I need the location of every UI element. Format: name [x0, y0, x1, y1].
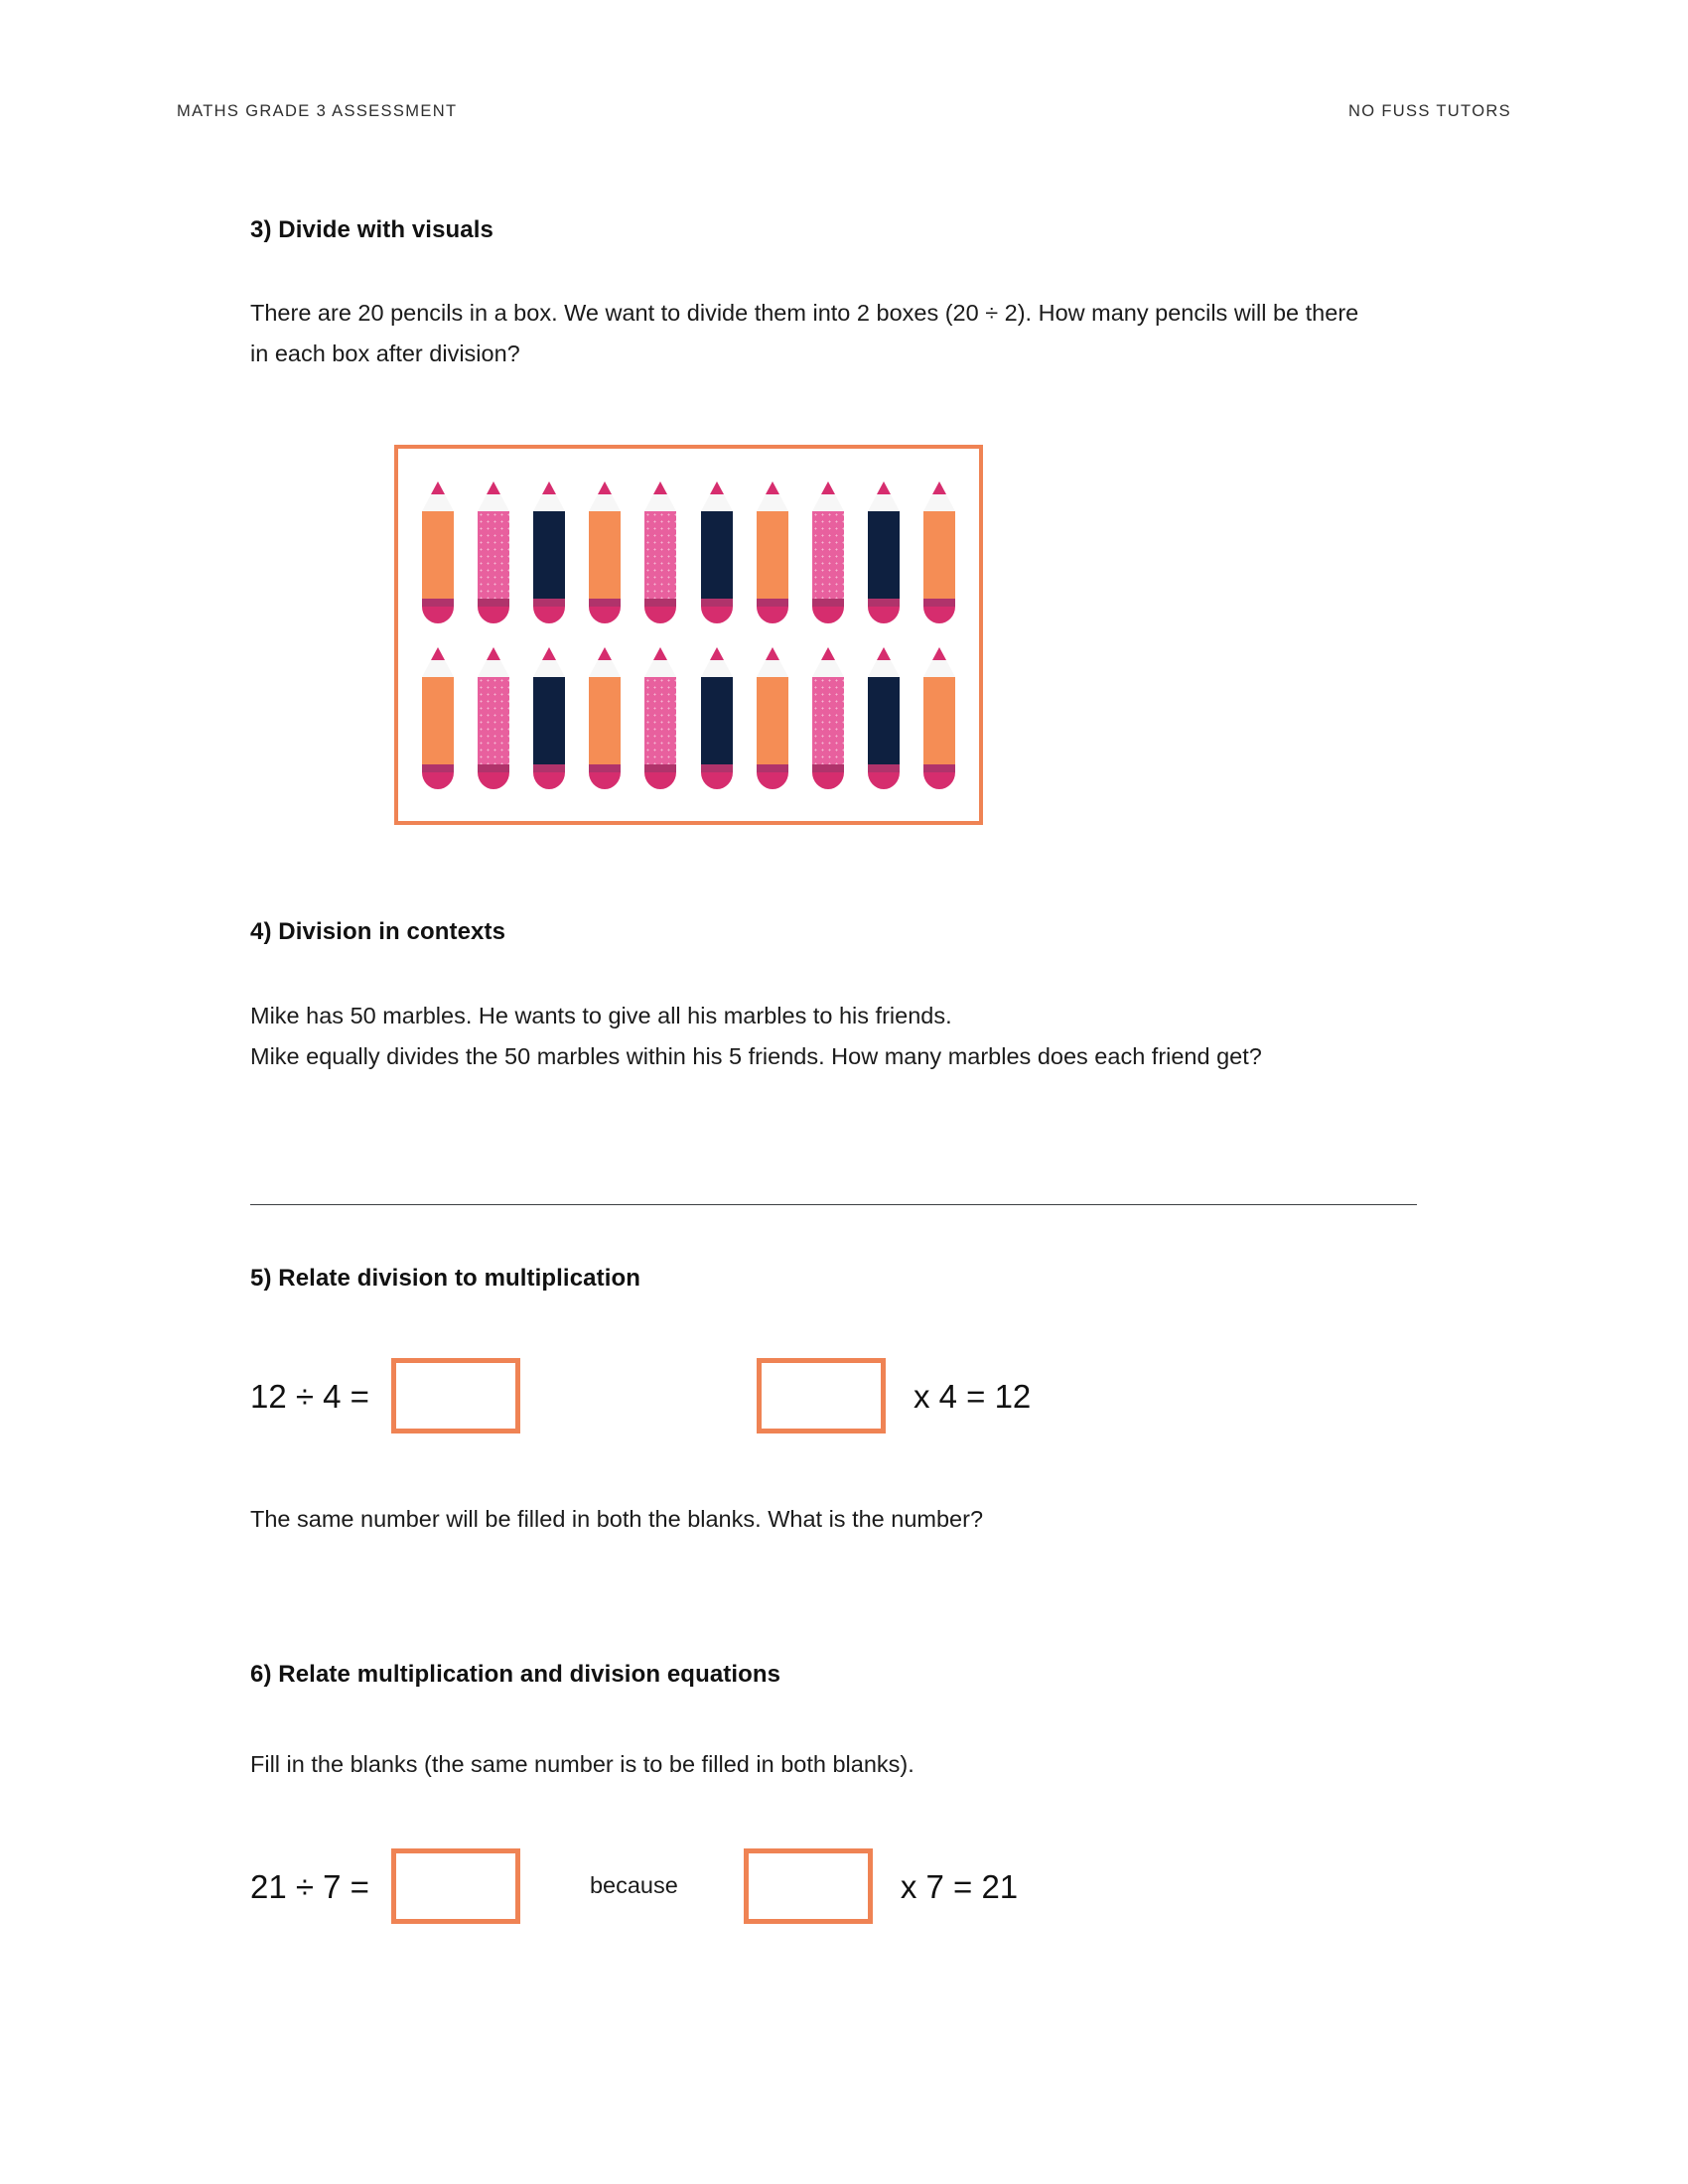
pencil-icon — [589, 481, 621, 623]
pencil-ferrule — [533, 764, 565, 772]
running-header — [177, 102, 1511, 121]
pencil-body — [812, 511, 844, 599]
pencil-ferrule — [868, 599, 900, 607]
pencil-icon — [644, 481, 676, 623]
pencil-icon — [422, 481, 454, 623]
pencil-eraser — [868, 772, 900, 789]
pencil-icon — [923, 647, 955, 789]
pencil-icon — [868, 481, 900, 623]
pencil-eraser — [812, 772, 844, 789]
pencil-ferrule — [644, 764, 676, 772]
pencil-body — [923, 677, 955, 764]
pencil-eraser — [644, 607, 676, 623]
pencil-eraser — [589, 772, 621, 789]
pencil-eraser — [478, 607, 509, 623]
question-6-note: Fill in the blanks (the same number is to be filled in both blanks). — [250, 1751, 914, 1777]
question-6-answer-box-1[interactable] — [391, 1848, 520, 1924]
pencil-eraser — [533, 772, 565, 789]
pencil-ferrule — [701, 764, 733, 772]
header-title-left: MATHS GRADE 3 ASSESSMENT — [177, 102, 458, 120]
pencil-tip-icon — [923, 647, 955, 677]
pencil-eraser — [923, 772, 955, 789]
pencil-lead-tip — [766, 481, 779, 494]
pencil-tip-icon — [923, 481, 955, 511]
pencil-tip-icon — [589, 647, 621, 677]
pencil-body — [701, 511, 733, 599]
question-5-answer-box-1[interactable] — [391, 1358, 520, 1433]
question-3-body: There are 20 pencils in a box. We want to divide them into 2 boxes (20 ÷ 2). How many pencils will be there in each box after division? — [250, 300, 1359, 366]
pencil-body — [533, 511, 565, 599]
pencil-lead-tip — [542, 647, 556, 660]
question-5-heading: 5) Relate division to multiplication — [250, 1265, 640, 1292]
pencil-row — [422, 481, 955, 623]
header-title-right: NO FUSS TUTORS — [1347, 102, 1511, 120]
pencil-ferrule — [478, 599, 509, 607]
pencil-tip-icon — [701, 481, 733, 511]
pencil-body — [589, 511, 621, 599]
pencil-eraser — [422, 772, 454, 789]
pencil-eraser — [422, 607, 454, 623]
pencil-ferrule — [422, 764, 454, 772]
question-4-body-line-1: Mike has 50 marbles. He wants to give all his marbles to his friends. — [250, 1003, 952, 1028]
pencil-tip-icon — [757, 481, 788, 511]
pencil-eraser — [812, 607, 844, 623]
pencil-ferrule — [757, 764, 788, 772]
pencil-ferrule — [923, 599, 955, 607]
question-6-heading: 6) Relate multiplication and division equations — [250, 1661, 781, 1688]
pencil-tip-icon — [868, 481, 900, 511]
pencil-tip-icon — [589, 481, 621, 511]
pencil-lead-tip — [542, 481, 556, 494]
pencil-eraser — [701, 772, 733, 789]
section-divider — [250, 1204, 1417, 1205]
pencil-icon — [478, 647, 509, 789]
pencil-body — [644, 677, 676, 764]
pencil-ferrule — [478, 764, 509, 772]
question-5-equation-left: 12 ÷ 4 = — [250, 1377, 369, 1415]
question-5-note: The same number will be filled in both the blanks. What is the number? — [250, 1506, 984, 1532]
pencil-body — [478, 677, 509, 764]
pencil-body — [868, 677, 900, 764]
question-4-body — [250, 996, 1382, 1077]
pencil-tip-icon — [701, 647, 733, 677]
pencil-eraser — [923, 607, 955, 623]
pencil-frame — [394, 445, 983, 825]
pencil-tip-icon — [812, 647, 844, 677]
pencil-icon — [812, 481, 844, 623]
question-6-connector: because — [589, 1872, 678, 1899]
pencil-ferrule — [422, 599, 454, 607]
pencil-icon — [478, 481, 509, 623]
pencil-ferrule — [533, 599, 565, 607]
divider-line — [250, 1204, 1417, 1205]
pencil-lead-tip — [431, 481, 445, 494]
pencil-icon — [923, 481, 955, 623]
pencil-lead-tip — [653, 647, 667, 660]
pencil-tip-icon — [533, 481, 565, 511]
pencil-ferrule — [757, 599, 788, 607]
pencil-eraser — [478, 772, 509, 789]
pencil-body — [757, 677, 788, 764]
question-5-answer-box-2[interactable] — [757, 1358, 886, 1433]
pencil-ferrule — [589, 764, 621, 772]
pencil-body — [478, 511, 509, 599]
pencil-lead-tip — [431, 647, 445, 660]
pencil-icon — [422, 647, 454, 789]
pencil-icon — [644, 647, 676, 789]
question-6-equation-right: x 7 = 21 — [900, 1867, 1019, 1905]
pencil-body — [923, 511, 955, 599]
pencil-body — [812, 677, 844, 764]
pencil-ferrule — [644, 599, 676, 607]
pencil-lead-tip — [932, 481, 946, 494]
pencil-icon — [868, 647, 900, 789]
pencil-body — [757, 511, 788, 599]
pencil-tip-icon — [422, 647, 454, 677]
pencil-lead-tip — [653, 481, 667, 494]
pencil-lead-tip — [821, 647, 835, 660]
pencil-body — [868, 511, 900, 599]
pencil-ferrule — [701, 599, 733, 607]
pencil-lead-tip — [710, 647, 724, 660]
pencil-body — [422, 511, 454, 599]
pencil-row — [422, 647, 955, 789]
pencil-eraser — [533, 607, 565, 623]
pencil-ferrule — [812, 599, 844, 607]
question-4-heading: 4) Division in contexts — [250, 918, 506, 945]
pencil-tip-icon — [478, 481, 509, 511]
pencil-body — [701, 677, 733, 764]
pencil-eraser — [589, 607, 621, 623]
pencil-icon — [533, 481, 565, 623]
question-6-equation-left: 21 ÷ 7 = — [250, 1867, 369, 1905]
pencil-eraser — [757, 607, 788, 623]
question-4-body-line-2: Mike equally divides the 50 marbles within his 5 friends. How many marbles does each friend get? — [250, 1043, 1262, 1069]
pencil-icon — [812, 647, 844, 789]
pencil-ferrule — [812, 764, 844, 772]
pencil-ferrule — [589, 599, 621, 607]
pencil-icon — [533, 647, 565, 789]
question-3-heading: 3) Divide with visuals — [250, 216, 493, 243]
pencil-tip-icon — [533, 647, 565, 677]
pencil-lead-tip — [877, 647, 891, 660]
pencil-tip-icon — [422, 481, 454, 511]
pencil-eraser — [868, 607, 900, 623]
question-6-answer-box-2[interactable] — [744, 1848, 873, 1924]
pencil-tip-icon — [868, 647, 900, 677]
pencil-rows — [398, 449, 979, 821]
pencil-lead-tip — [598, 481, 612, 494]
pencil-tip-icon — [644, 481, 676, 511]
pencil-icon — [757, 481, 788, 623]
pencil-lead-tip — [487, 647, 500, 660]
pencil-tip-icon — [812, 481, 844, 511]
pencil-lead-tip — [487, 481, 500, 494]
pencil-body — [422, 677, 454, 764]
pencil-icon — [757, 647, 788, 789]
pencil-tip-icon — [478, 647, 509, 677]
pencil-tip-icon — [644, 647, 676, 677]
pencil-icon — [701, 481, 733, 623]
question-6-equation-row — [250, 1839, 1018, 1934]
pencil-ferrule — [923, 764, 955, 772]
pencil-body — [644, 511, 676, 599]
pencil-lead-tip — [877, 481, 891, 494]
pencil-icon — [701, 647, 733, 789]
pencil-eraser — [644, 772, 676, 789]
pencil-lead-tip — [710, 481, 724, 494]
question-5-equation-row — [250, 1348, 1031, 1443]
pencil-ferrule — [868, 764, 900, 772]
pencil-icon — [589, 647, 621, 789]
pencil-eraser — [701, 607, 733, 623]
pencil-lead-tip — [932, 647, 946, 660]
pencil-tip-icon — [757, 647, 788, 677]
pencil-body — [589, 677, 621, 764]
pencil-eraser — [757, 772, 788, 789]
pencil-lead-tip — [598, 647, 612, 660]
pencil-illustration — [394, 445, 983, 825]
question-5-equation-right: x 4 = 12 — [913, 1377, 1032, 1415]
pencil-body — [533, 677, 565, 764]
pencil-lead-tip — [766, 647, 779, 660]
pencil-lead-tip — [821, 481, 835, 494]
